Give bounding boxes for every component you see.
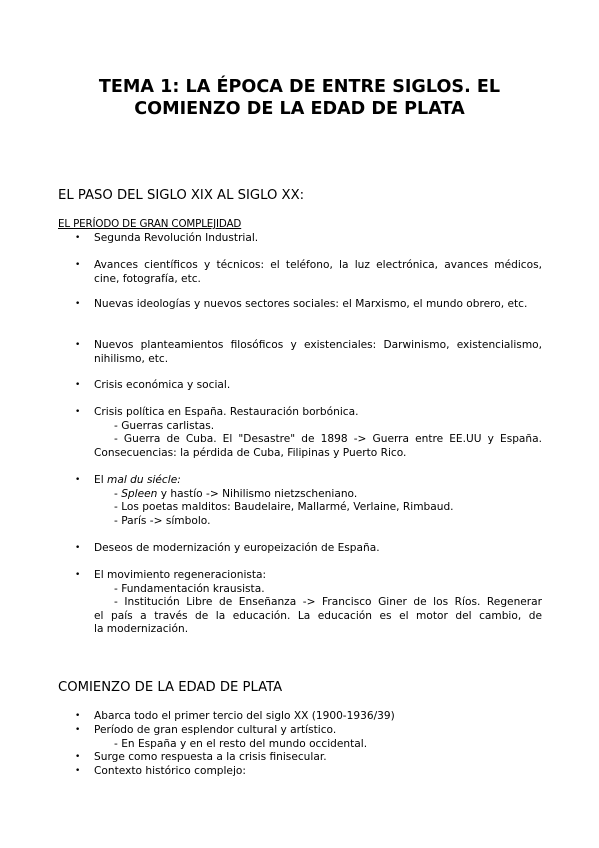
bullet-icon: • bbox=[75, 570, 81, 580]
title-line-2: COMIENZO DE LA EDAD DE PLATA bbox=[134, 99, 465, 119]
section-heading-edad-plata: COMIENZO DE LA EDAD DE PLATA bbox=[58, 680, 283, 695]
bullet-icon: • bbox=[75, 543, 81, 553]
list-item: • Segunda Revolución Industrial. bbox=[75, 232, 259, 244]
bullet-icon: • bbox=[75, 725, 81, 735]
list-item: • Avances científicos y técnicos: el teléfono, la luz electrónica, avances médicos, cine, fotografía, etc. bbox=[75, 259, 542, 285]
bullet-icon: • bbox=[75, 766, 81, 776]
list-item: • Nuevas ideologías y nuevos sectores sociales: el Marxismo, el mundo obrero, etc. bbox=[75, 298, 528, 310]
subheading-periodo: EL PERÍODO DE GRAN COMPLEJIDAD bbox=[58, 218, 242, 230]
bullet-icon: • bbox=[75, 233, 81, 243]
list-item: • Crisis política en España. Restauración borbónica. - Guerras carlistas. - Guerra de Cuba. El "Desastre" de 1898 -> Guerra entre EE.UU y España. Consecuencias: la pérdida de Cuba, Filipinas y Puerto Rico. bbox=[75, 406, 542, 459]
list-item: • Nuevos planteamientos filosóficos y existenciales: Darwinismo, existencialismo, nihilismo, etc. bbox=[75, 339, 542, 365]
list-item: • El mal du siécle: - Spleen y hastío -> Nihilismo nietzscheniano. - Los poetas malditos: Baudelaire, Mallarmé, Verlaine, Rimbaud. - París -> símbolo. bbox=[75, 474, 454, 527]
bullet-icon: • bbox=[75, 299, 81, 309]
list-item: • Período de gran esplendor cultural y artístico. - En España y en el resto del mundo occidental. bbox=[75, 724, 368, 750]
list-item: • El movimiento regeneracionista: - Fundamentación krausista. - Institución Libre de Enseñanza -> Francisco Giner de los Ríos. Regenerar el país a través de la educación. La educación es el motor del cambio, de la modernización. bbox=[75, 569, 542, 636]
list-item: • Deseos de modernización y europeización de España. bbox=[75, 542, 380, 554]
list-item: • Abarca todo el primer tercio del siglo XX (1900-1936/39) bbox=[75, 710, 395, 722]
title-line-1: TEMA 1: LA ÉPOCA DE ENTRE SIGLOS. EL bbox=[98, 77, 501, 97]
bullet-icon: • bbox=[75, 475, 81, 485]
document-title bbox=[40, 76, 559, 120]
list-item: • Crisis económica y social. bbox=[75, 379, 231, 391]
list-item: • Contexto histórico complejo: bbox=[75, 765, 246, 777]
bullet-icon: • bbox=[75, 752, 81, 762]
bullet-icon: • bbox=[75, 340, 81, 350]
section-heading-paso-siglo: EL PASO DEL SIGLO XIX AL SIGLO XX: bbox=[58, 188, 305, 203]
list-item: • Surge como respuesta a la crisis finisecular. bbox=[75, 751, 327, 763]
bullet-icon: • bbox=[75, 711, 81, 721]
bullet-icon: • bbox=[75, 260, 81, 270]
bullet-icon: • bbox=[75, 407, 81, 417]
bullet-icon: • bbox=[75, 380, 81, 390]
